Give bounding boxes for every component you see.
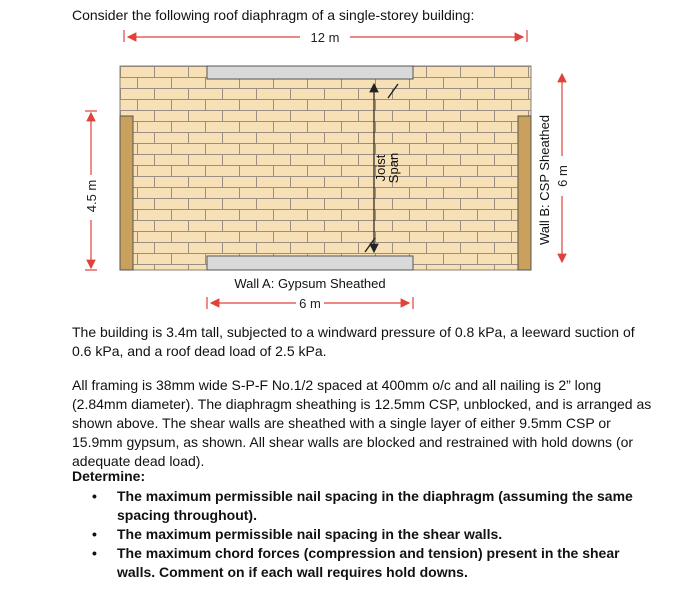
height-dimension-label: 4.5 m <box>84 179 99 213</box>
determine-heading: Determine: <box>72 468 146 484</box>
width-dimension-label: 12 m <box>310 30 340 45</box>
wall-b <box>518 116 531 270</box>
task-list <box>92 487 652 582</box>
task-item: • The maximum permissible nail spacing in the diaphragm (assuming the same spacing throughout). <box>92 487 652 525</box>
task-item: • The maximum permissible nail spacing in the shear walls. <box>92 525 652 544</box>
width-dimension <box>124 30 527 45</box>
roof-diaphragm <box>120 66 531 270</box>
loading-paragraph: The building is 3.4m tall, subjected to a windward pressure of 0.8 kPa, a leeward suction of 0.6 kPa, and a roof dead load of 2.5 kPa. <box>72 324 635 359</box>
top-opening <box>207 66 413 79</box>
joist-label: Joist <box>373 154 388 182</box>
wall-b-label: Wall B: CSP Sheathed <box>537 114 552 246</box>
wall-b-dimension-label: 6 m <box>555 165 570 187</box>
framing-paragraph: All framing is 38mm wide S-P-F No.1/2 spaced at 400mm o/c and all nailing is 2” long (2.84mm diameter). The diaphragm sheathing is 12.5mm CSP, unblocked, and is arranged as shown above. The shear walls are sheathed with a single layer of either 9.5mm CSP or 15.9mm gypsum, as shown. All shear walls are blocked and restrained with hold downs (or adequate dead load). <box>72 377 652 469</box>
task-item: • The maximum chord forces (compression and tension) present in the shear walls. Comment on if each wall requires hold downs. <box>92 544 652 582</box>
wall-a <box>207 256 413 270</box>
wall-a-dimension-label: 6 m <box>299 296 321 311</box>
span-label: Span <box>386 152 401 184</box>
wall-a-dimension <box>207 296 413 311</box>
wall-a-label: Wall A: Gypsum Sheathed <box>234 276 386 291</box>
left-wall-post <box>120 116 133 270</box>
intro-text: Consider the following roof diaphragm of a single-storey building: <box>72 7 475 23</box>
height-dimension <box>84 111 99 270</box>
wall-b-dimension <box>555 74 570 262</box>
